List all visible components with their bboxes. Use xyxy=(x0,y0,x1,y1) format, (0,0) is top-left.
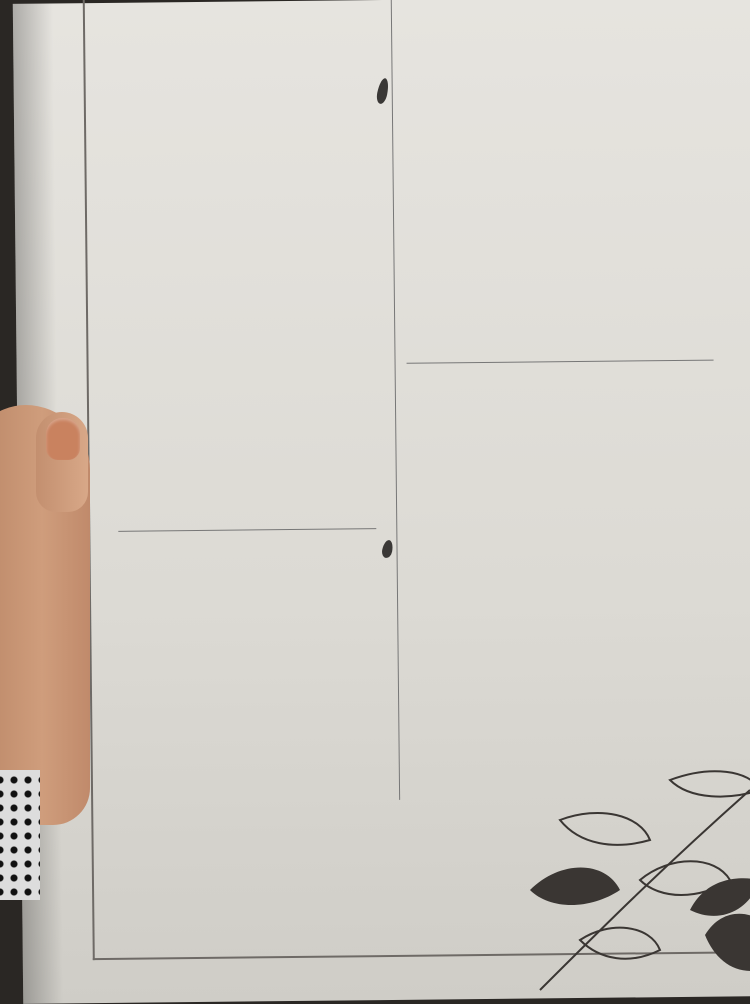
patterned-sleeve xyxy=(0,770,40,900)
thumbnail-painted xyxy=(46,418,80,460)
leaf-branch-illustration xyxy=(520,760,750,1000)
